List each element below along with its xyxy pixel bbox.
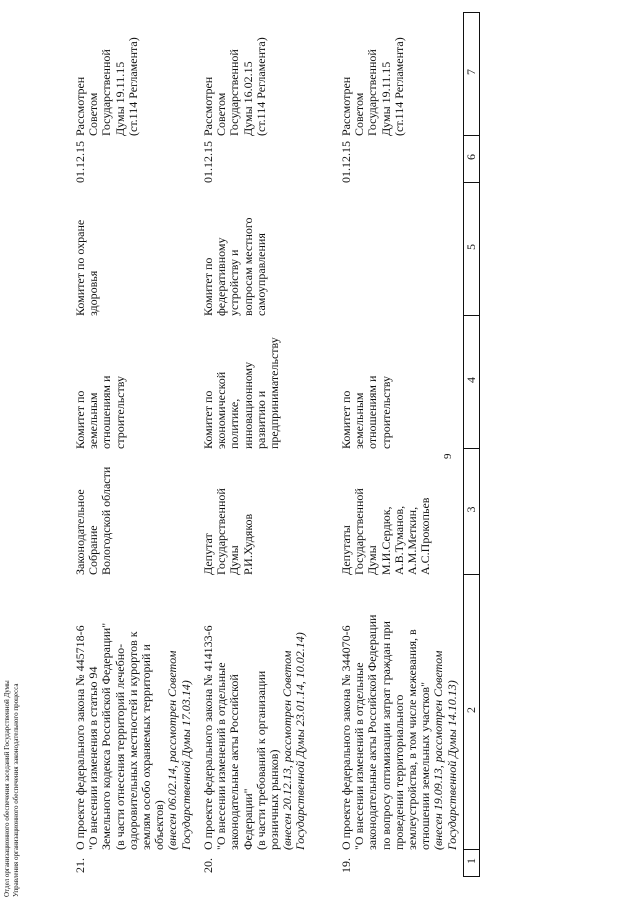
footer-line: Управления организационного обеспечения законодательного процесса	[12, 683, 20, 897]
co-executor: Комитет по охране здоровья	[73, 219, 101, 316]
header-col-6: 6	[464, 136, 480, 183]
status: Рассмотрен Советом Государственной Думы 19.11.15 (ст.114 Регламента)	[73, 37, 140, 136]
co-executor	[340, 183, 459, 316]
initiator: Депутат Государственной Думы Р.И.Худяков	[201, 488, 255, 575]
date: 01.12.15	[201, 141, 215, 183]
bill-title: О проекте федерального закона № 445718-6 "О внесении изменения в статью 94 Земельного кодекса Российской Федерации" (в части отнесения территорий лечебно- оздоровительных местностей и курортов к землям особо охраняемых территорий и объектов) (внесен 06.02.14, рассмотрен Советом Государственной Думы 17.03.14)	[73, 622, 193, 850]
initiator: Депутаты Государственной Думы М.И.Сердюк, А.В.Туманов, А.М.Меткин, А.С.Прокопьев	[339, 488, 433, 575]
row-number: 21.	[73, 858, 87, 873]
row-number: 19.	[339, 858, 353, 873]
table-header	[463, 12, 480, 877]
page-number: 9	[442, 453, 454, 459]
responsible-committee: Комитет по земельным отношениям и строительству	[339, 375, 393, 449]
date: 01.12.15	[73, 141, 87, 183]
row-number: 20.	[201, 858, 215, 873]
table-row	[340, 13, 459, 877]
date: 01.12.15	[339, 141, 353, 183]
table-row	[74, 13, 193, 877]
header-col-3: 3	[464, 449, 480, 575]
footer	[3, 680, 21, 897]
co-executor: Комитет по федеративному устройству и вопросам местного самоуправления	[201, 217, 268, 316]
status: Рассмотрен Советом Государственной Думы 19.11.15 (ст.114 Регламента)	[339, 37, 406, 136]
bill-title: О проекте федерального закона № 414133-6 "О внесении изменений в отдельные законодательные акты Российской Федерации" (в части требований к организации розничных рынков) (внесен 20.12.13, рассмотрен Советом Государственной Думы 23.01.14, 10.02.14)	[201, 625, 308, 850]
responsible-committee: Комитет по земельным отношениям и строительству	[73, 375, 127, 449]
header-col-4: 4	[464, 316, 480, 449]
footer-line: Отдел организационного обеспечения заседаний Государственной Думы	[3, 680, 11, 897]
header-col-5: 5	[464, 183, 480, 316]
table-row	[202, 13, 308, 877]
responsible-committee: Комитет по экономической политике, инновационному развитию и предпринимательству	[201, 337, 282, 449]
initiator: Законодательное Собрание Вологодской области	[73, 466, 114, 575]
header-col-1: 1	[464, 850, 480, 877]
header-col-2: 2	[464, 575, 480, 850]
bill-title: О проекте федерального закона № 344070-6 "О внесении изменений в отдельные законодательные акты Российской Федерации по вопросу оптимизации затрат граждан при проведении территориального землеустройства, в том числе межевания, в отношении земельных участков" (внесен 19.09.13, рассмотрен Советом Государственной Думы 14.10.13)	[339, 614, 459, 850]
header-col-7: 7	[464, 13, 480, 136]
status: Рассмотрен Советом Государственной Думы 16.02.15 (ст.114 Регламента)	[201, 37, 268, 136]
